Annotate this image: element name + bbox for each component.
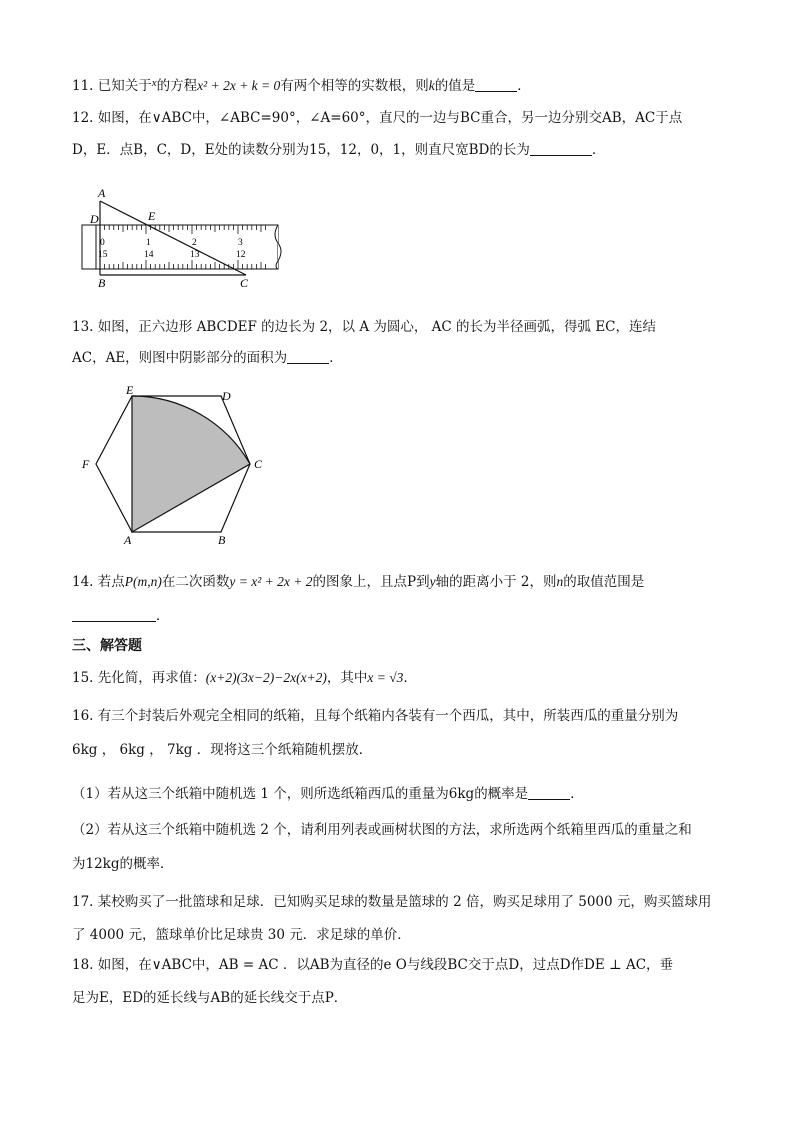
math-expression: (x+2)(3x−2)−2x(x+2) — [205, 670, 327, 685]
question-text: 在二次函数 — [161, 574, 230, 590]
question-18-line-1 — [72, 955, 673, 975]
label-e: E — [126, 383, 134, 397]
question-text: 有两个相等的实数根，则 — [280, 78, 429, 94]
answer-blank[interactable] — [475, 77, 517, 92]
question-18-line-2 — [72, 988, 347, 1008]
label-e: E — [148, 209, 156, 223]
question-text: 的值是 — [434, 78, 476, 94]
question-13-line-1 — [72, 317, 656, 337]
question-16-line-1 — [72, 706, 678, 726]
question-15 — [72, 668, 417, 688]
question-number: 15. — [72, 670, 94, 686]
question-text: 有三个封装后外观完全相同的纸箱，且每个纸箱内各装有一个西瓜，其中，所装西瓜的重量分别为 — [97, 708, 679, 724]
ruler-top-0: 0 — [100, 238, 105, 248]
question-text: 的方程 — [156, 78, 198, 94]
punctuation: ． — [403, 670, 417, 686]
hexagon-figure — [76, 378, 276, 548]
question-text: 先化简，再求值： — [97, 670, 206, 686]
section-heading: 三、解答题 — [72, 638, 142, 654]
math-var: n — [556, 574, 564, 589]
question-text: 如图，正六边形 ABCDEF 的边长为 2，以 A 为圆心， AC 的长为半径画弧，得弧 EC，连结 — [97, 319, 657, 335]
math-function: y = x² + 2x + 2 — [229, 574, 313, 589]
question-number: 16. — [72, 708, 94, 724]
question-14-line-1 — [72, 572, 644, 592]
question-number: 14. — [72, 574, 94, 590]
ruler-bottom-12: 12 — [236, 250, 246, 260]
question-text: 轴的距离小于 2，则 — [435, 574, 557, 590]
shaded-sector — [132, 396, 250, 532]
math-var: k — [428, 78, 435, 93]
label-f: F — [82, 457, 90, 471]
punctuation: ． — [570, 786, 584, 802]
ruler-top-2: 2 — [192, 238, 197, 248]
answer-blank[interactable] — [528, 785, 570, 800]
question-13-line-2 — [72, 348, 343, 368]
answer-blank[interactable] — [287, 349, 329, 364]
question-number: 13. — [72, 319, 94, 335]
question-text: ，其中 — [326, 670, 368, 686]
question-text: 6kg ， 6kg ， 7kg ．现将这三个纸箱随机摆放． — [72, 742, 373, 758]
question-16-part-2-line-1 — [72, 820, 692, 840]
question-16-part-1 — [72, 784, 584, 804]
question-text: 的图象上，且点P到 — [312, 574, 430, 590]
question-text: 已知关于 — [97, 78, 152, 94]
question-text: 为 — [72, 856, 86, 872]
ruler-triangle-figure — [76, 183, 296, 293]
label-a: A — [124, 533, 132, 547]
math-var: x — [151, 77, 157, 89]
question-16-part-2-line-2 — [72, 854, 174, 874]
math-equation: x² + 2x + k = 0 — [197, 78, 281, 93]
label-b: B — [218, 533, 226, 547]
question-12-line-1 — [72, 108, 682, 128]
question-text: 足为E，ED的延长线与AB的延长线交于点P． — [72, 990, 348, 1006]
question-14-line-2 — [72, 606, 170, 626]
question-12-line-2 — [72, 140, 605, 160]
question-text: （2）若从这三个纸箱中随机选 2 个，请利用列表或画树状图的方法，求所选两个纸箱里西瓜的重量之和 — [72, 822, 692, 838]
question-16-line-2 — [72, 740, 372, 760]
label-b: B — [98, 276, 106, 290]
answer-blank[interactable] — [72, 607, 156, 622]
punctuation: ． — [517, 78, 531, 94]
question-text: 如图，在∨ABC中，AB = AC ．以AB为直径的e O与线段BC交于点D，过点D作DE ⊥ AC，垂 — [97, 957, 674, 973]
punctuation: ． — [329, 350, 343, 366]
question-text: 的取值范围是 — [563, 574, 645, 590]
ruler-body — [82, 225, 278, 269]
ruler-bottom-15: 15 — [98, 250, 108, 260]
question-number: 18. — [72, 957, 94, 973]
question-17-line-2 — [72, 925, 411, 945]
question-text: D，E．点B，C，D，E处的读数分别为15，12，0，1，则直尺宽BD的长为 — [72, 142, 530, 158]
label-d: D — [222, 389, 231, 403]
question-number: 11. — [72, 78, 94, 94]
question-text: AC，AE，则图中阴影部分的面积为 — [72, 350, 288, 366]
label-a: A — [98, 186, 106, 200]
question-text: 如图，在∨ABC中，∠ABC=90°，∠A=60°，直尺的一边与BC重合，另一边分别交AB，AC于点 — [97, 110, 683, 126]
question-number: 12. — [72, 110, 94, 126]
label-d: D — [90, 212, 99, 226]
question-text: 了 4000 元，篮球单价比足球贵 30 元．求足球的单价． — [72, 927, 411, 943]
punctuation: ． — [591, 142, 606, 158]
ruler-bottom-13: 13 — [190, 250, 200, 260]
question-number: 17. — [72, 894, 94, 910]
math-condition: x = √3 — [367, 670, 404, 685]
question-text: 的概率． — [119, 856, 174, 872]
answer-blank[interactable] — [530, 141, 592, 156]
punctuation: ． — [156, 608, 170, 624]
ruler-top-3: 3 — [238, 238, 243, 248]
math-unit: 6kg — [448, 786, 475, 802]
math-point: P(m,n) — [124, 574, 162, 589]
ruler-top-1: 1 — [146, 238, 151, 248]
question-text: 的概率是 — [474, 786, 529, 802]
question-17-line-1 — [72, 892, 711, 912]
question-11 — [72, 73, 531, 96]
ruler-bottom-14: 14 — [144, 250, 154, 260]
math-var: y — [429, 574, 436, 589]
math-unit: 12kg — [85, 856, 120, 872]
label-c: C — [240, 276, 249, 290]
question-text: 某校购买了一批篮球和足球．已知购买足球的数量是篮球的 2 倍，购买足球用了 5000 元，购买篮球用 — [97, 894, 712, 910]
label-c: C — [254, 457, 263, 471]
question-text: （1）若从这三个纸箱中随机选 1 个，则所选纸箱西瓜的重量为 — [72, 786, 449, 802]
question-text: 若点 — [97, 574, 125, 590]
